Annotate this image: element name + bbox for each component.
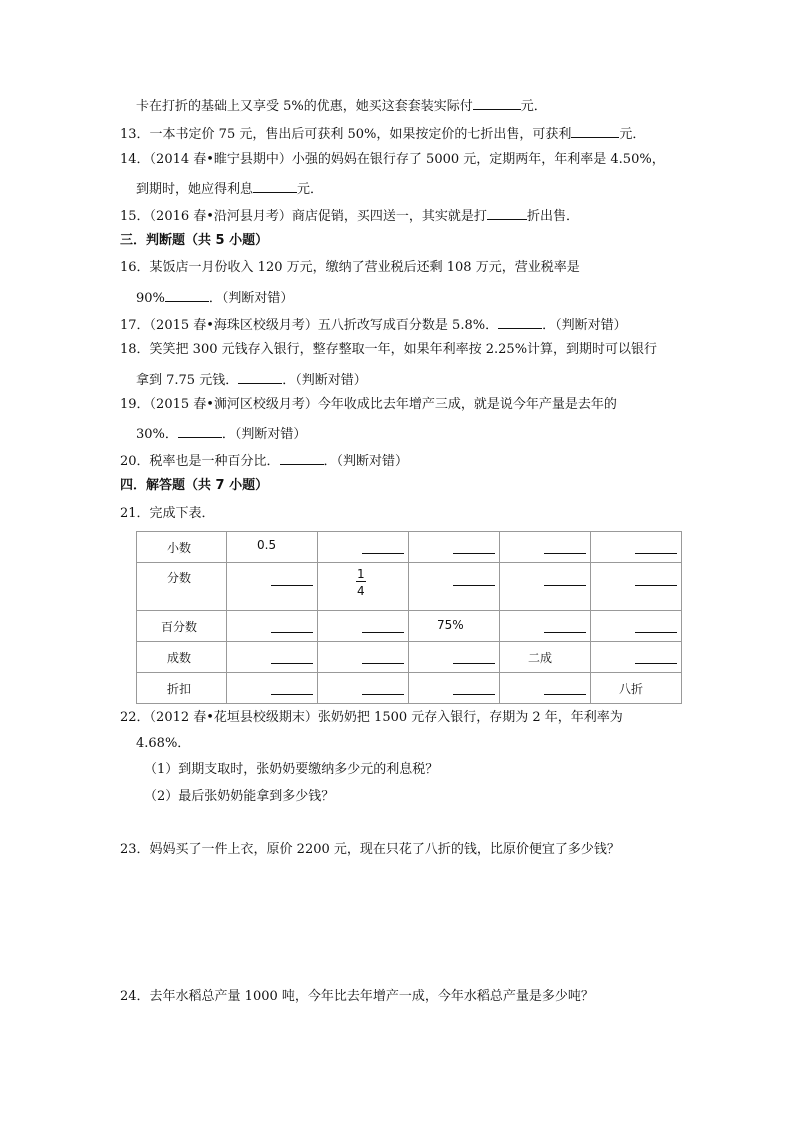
question-13 [120,123,645,141]
question-24: 24．去年水稻总产量 1000 吨，今年比去年增产一成，今年水稻总产量是多少吨？ [120,989,594,1004]
table-cell [591,673,682,704]
question-15 [120,205,579,223]
question-text-end: ．（判断对错） [282,373,367,388]
section-title-answers: 四．解答题（共 7 小题） [120,478,269,493]
cell-value: 八折 [619,682,644,696]
answer-blank[interactable] [253,178,297,193]
table-cell [500,642,591,673]
question-text: 17．（2015 春•海珠区校级月考）五八折改写成百分数是 5.8%． [120,318,499,333]
table-cell[interactable] [500,611,591,642]
answer-blank[interactable] [271,662,313,664]
table-cell[interactable] [500,532,591,563]
answer-blank[interactable] [544,631,586,633]
answer-blank[interactable] [544,584,586,586]
table-cell [227,532,318,563]
question-16-line2 [136,287,293,305]
table-cell[interactable] [318,532,409,563]
question-20 [120,450,408,468]
question-16-line1: 16．某饭店一月份收入 120 万元，缴纳了营业税后还剩 108 万元，营业税率是 [120,260,580,275]
answer-blank[interactable] [280,450,324,465]
answer-blank[interactable] [238,369,282,384]
question-22-sub2: （2）最后张奶奶能拿到多少钱？ [144,789,335,804]
question-12-continuation [136,95,547,113]
table-cell[interactable] [591,532,682,563]
table-row [137,673,682,704]
question-text: 卡在打折的基础上又享受 5%的优惠，她买这套套装实际付 [136,99,473,114]
answer-blank[interactable] [453,584,495,586]
question-22-line2: 4.68%． [136,736,191,751]
answer-blank[interactable] [271,631,313,633]
question-text-end: 元． [619,127,646,142]
table-cell [318,563,409,611]
question-text-end: 折出售． [526,209,579,224]
question-14-line2 [136,178,323,196]
answer-blank[interactable] [453,693,495,695]
table-cell[interactable] [409,532,500,563]
question-text-end: ．（判断对错） [323,454,409,469]
question-17 [120,314,627,332]
table-cell[interactable] [318,611,409,642]
question-text: 90% [136,291,165,306]
answer-blank[interactable] [453,552,495,554]
table-cell[interactable] [409,673,500,704]
answer-blank[interactable] [362,552,404,554]
table-cell[interactable] [227,673,318,704]
table-cell[interactable] [500,563,591,611]
answer-blank[interactable] [635,662,677,664]
question-text-end: ．（判断对错） [221,427,307,442]
question-21-prompt: 21．完成下表． [120,506,215,521]
table-cell[interactable] [227,611,318,642]
question-text-end: 元． [520,99,547,114]
table-cell[interactable] [591,642,682,673]
answer-blank[interactable] [498,314,542,329]
answer-blank[interactable] [362,631,404,633]
answer-blank[interactable] [271,584,313,586]
row-label-discount: 折扣 [137,673,227,704]
table-cell[interactable] [318,642,409,673]
fraction-value [356,567,366,598]
question-text: 30%． [136,427,178,442]
table-row [137,532,682,563]
section-title-judgment: 三．判断题（共 5 小题） [120,233,269,248]
table-row [137,642,682,673]
answer-blank[interactable] [362,662,404,664]
question-text: 15．（2016 春•沿河县月考）商店促销，买四送一，其实就是打 [120,209,487,224]
answer-blank[interactable] [473,95,521,110]
question-22-sub1: （1）到期支取时，张奶奶要缴纳多少元的利息税？ [144,762,439,777]
fraction-denominator: 4 [357,584,365,598]
question-text: 13．一本书定价 75 元，售出后可获利 50%，如果按定价的七折出售，可获利 [120,127,572,142]
answer-blank[interactable] [453,662,495,664]
fraction-numerator: 1 [357,567,365,581]
question-14-line1: 14．（2014 春•睢宁县期中）小强的妈妈在银行存了 5000 元，定期两年，年利率是 4.50%， [120,152,665,167]
table-row [137,563,682,611]
row-label-decimal: 小数 [137,532,227,563]
table-cell[interactable] [227,642,318,673]
table-row [137,611,682,642]
question-22-line1: 22．（2012 春•花垣县校级期末）张奶奶把 1500 元存入银行，存期为 2 年，年利率为 [120,710,623,725]
table-cell[interactable] [227,563,318,611]
question-text: 拿到 7.75 元钱． [136,373,239,388]
question-18-line1: 18．笑笑把 300 元钱存入银行，整存整取一年，如果年利率按 2.25%计算，到期时可以银行 [120,342,658,357]
row-label-fraction: 分数 [137,563,227,611]
answer-blank[interactable] [487,205,527,220]
table-cell[interactable] [409,563,500,611]
answer-blank[interactable] [165,287,209,302]
answer-blank[interactable] [178,423,222,438]
cell-value: 75% [437,618,464,632]
answer-blank[interactable] [544,552,586,554]
question-19-line2 [136,423,306,441]
row-label-cheng: 成数 [137,642,227,673]
table-cell[interactable] [500,673,591,704]
cell-value: 二成 [528,651,553,665]
answer-blank[interactable] [571,123,619,138]
row-label-percent: 百分数 [137,611,227,642]
question-text-end: ．（判断对错） [542,318,627,333]
question-23: 23．妈妈买了一件上衣，原价 2200 元，现在只花了八折的钱，比原价便宜了多少钱？ [120,842,620,857]
table-cell[interactable] [318,673,409,704]
table-cell [409,611,500,642]
question-18-line2 [136,369,367,387]
answer-blank[interactable] [635,631,677,633]
answer-blank[interactable] [635,584,677,586]
table-cell[interactable] [591,611,682,642]
answer-blank[interactable] [362,693,404,695]
conversion-table [136,531,682,704]
question-19-line1: 19．（2015 春•浉河区校级月考）今年收成比去年增产三成，就是说今年产量是去年的 [120,397,617,412]
question-text-end: ．（判断对错） [208,291,294,306]
answer-blank[interactable] [635,552,677,554]
question-text: 到期时，她应得利息 [136,182,254,197]
question-text-end: 元． [297,182,324,197]
answer-blank[interactable] [544,693,586,695]
table-cell[interactable] [591,563,682,611]
question-text: 20．税率也是一种百分比． [120,454,280,469]
answer-blank[interactable] [271,693,313,695]
cell-value: 0.5 [257,538,277,552]
table-cell[interactable] [409,642,500,673]
